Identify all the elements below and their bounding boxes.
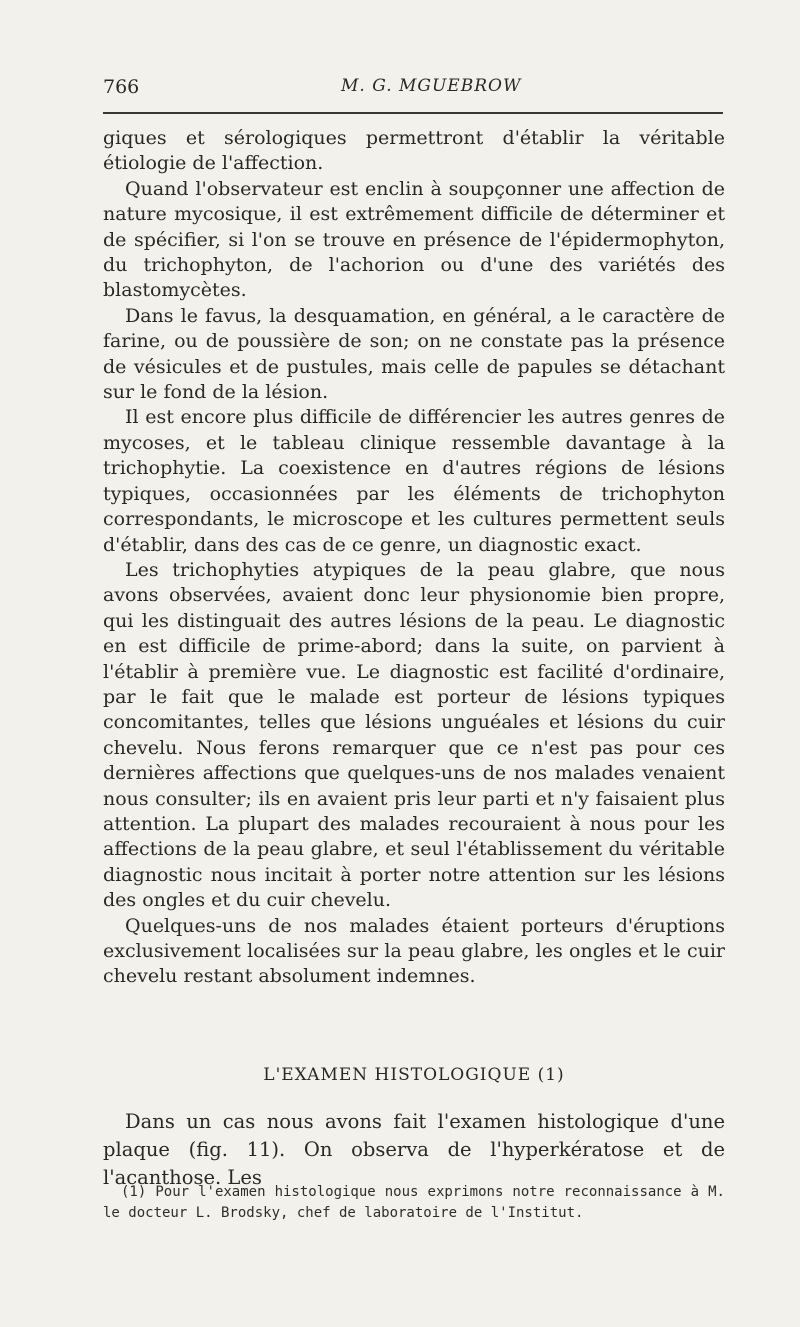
paragraph: Quelques-uns de nos malades étaient porteurs d'éruptions exclusivement localisées sur la peau glabre, les ongles et le cuir chevelu restant absolument indemnes. (103, 914, 725, 988)
paragraph: Dans le favus, la desquamation, en général, a le caractère de farine, ou de poussière de son; on ne constate pas la présence de vésicules et de pustules, mais celle de papules se détachant sur le fond de la lésion. (103, 304, 725, 404)
page-number: 766 (103, 76, 140, 98)
paragraph: Quand l'observateur est enclin à soupçonner une affection de nature mycosique, il est extrêmement difficile de déterminer et de spécifier, si l'on se trouve en présence de l'épidermophyton, du trichophyton, de l'achorion ou d'une des variétés des blastomycètes. (103, 177, 725, 302)
running-head: M. G. MGUEBROW (341, 76, 522, 96)
section-title: L'EXAMEN HISTOLOGIQUE (1) (263, 1065, 565, 1085)
header-rule (103, 112, 723, 114)
footnote: (1) Pour l'examen histologique nous exprimons notre reconnaissance à M. le docteur L. Brodsky, chef de laboratoire de l'Institut. (103, 1184, 725, 1221)
body-text (103, 126, 725, 990)
section-paragraph: Dans un cas nous avons fait l'examen histologique d'une plaque (fig. 11). On observa de l'hyperkératose et de l'acanthose. Les (103, 1110, 725, 1189)
paragraph: Les trichophyties atypiques de la peau glabre, que nous avons observées, avaient donc leur physionomie bien propre, qui les distinguait des autres lésions de la peau. Le diagnostic en est difficile de prime-abord; dans la suite, on parvient à l'établir à première vue. Le diagnostic est facilité d'ordinaire, par le fait que le malade est porteur de lésions typiques concomitantes, telles que lésions unguéales et lésions du cuir chevelu. Nous ferons remarquer que ce n'est pas pour ces dernières affections que quelques-uns de nos malades venaient nous consulter; ils en avaient pris leur parti et n'y faisaient plus attention. La plupart des malades recouraient à nous pour les affections de la peau glabre, et seul l'établissement du véritable diagnostic nous incitait à porter notre attention sur les lésions des ongles et du cuir chevelu. (103, 558, 725, 912)
page-header (103, 76, 723, 100)
paragraph: Il est encore plus difficile de différencier les autres genres de mycoses, et le tableau clinique ressemble davantage à la trichophytie. La coexistence en d'autres régions de lésions typiques, occasionnées par les éléments de trichophyton correspondants, le microscope et les cultures permettent seuls d'établir, dans des cas de ce genre, un diagnostic exact. (103, 406, 725, 556)
paragraph-continuation: giques et sérologiques permettront d'établir la véritable étiologie de l'affection. (103, 127, 725, 175)
